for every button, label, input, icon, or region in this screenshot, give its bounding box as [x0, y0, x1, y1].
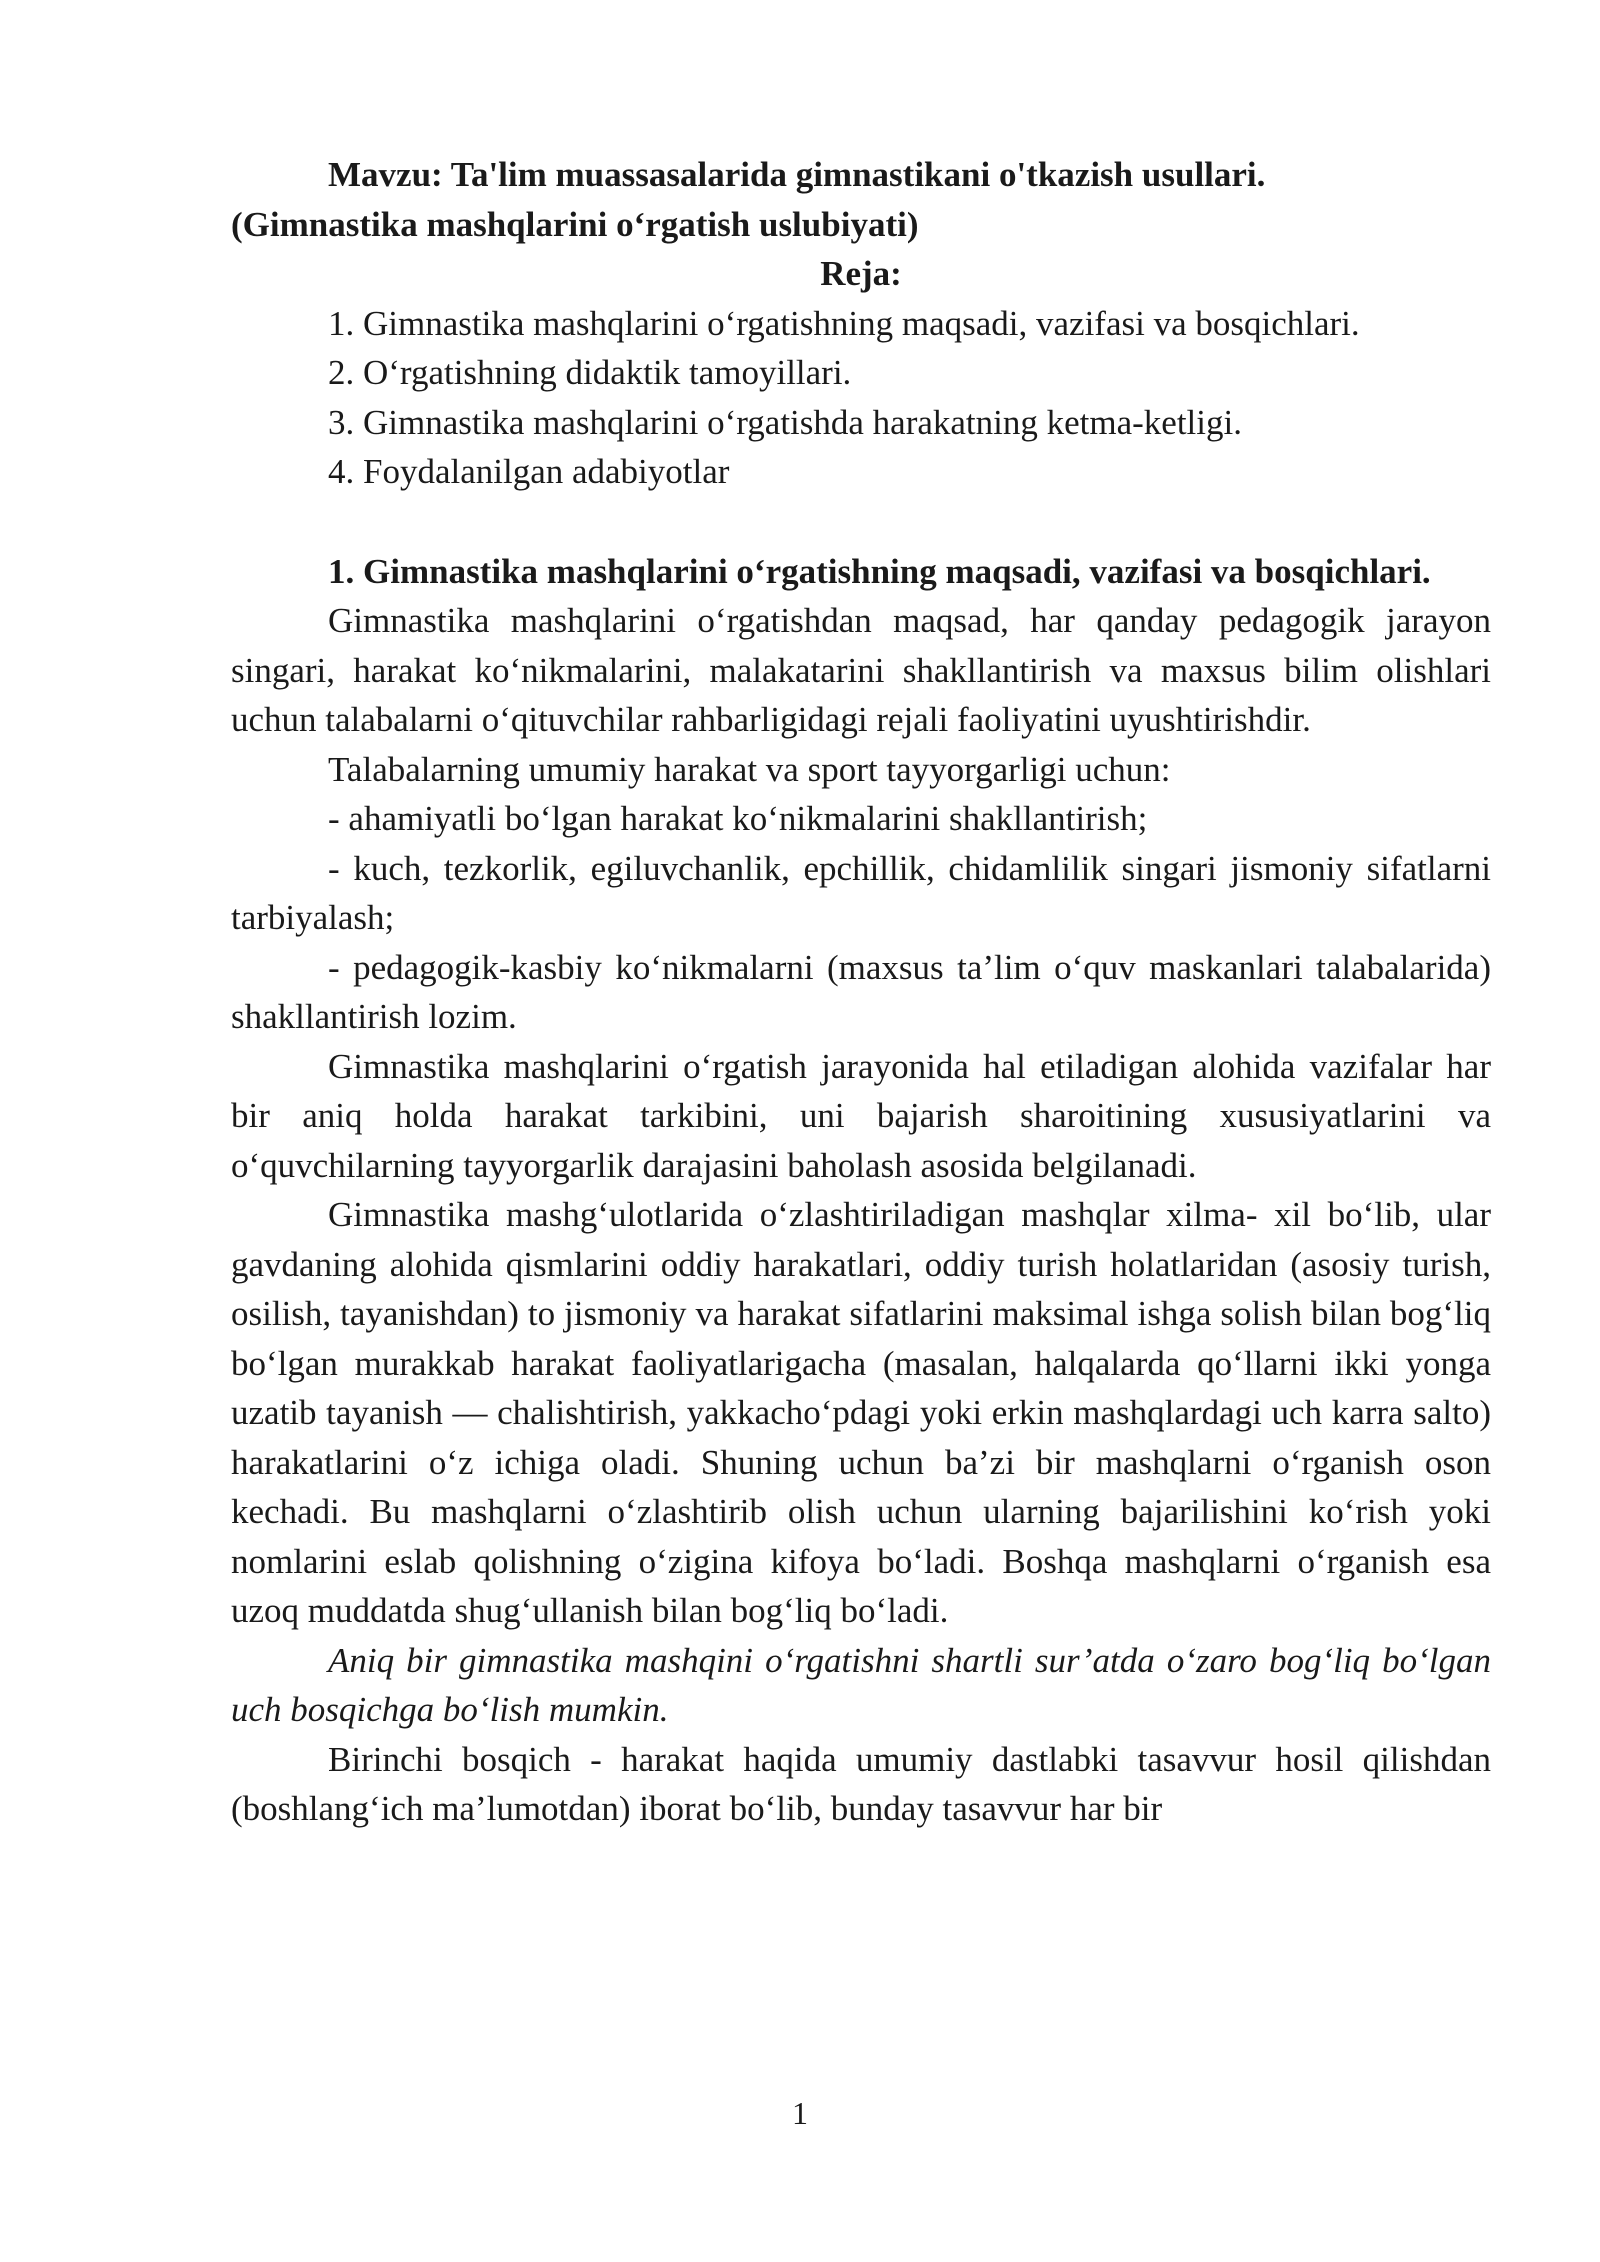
plan-item: 2. O‘rgatishning didaktik tamoyillari.	[328, 353, 852, 392]
plan-heading: Reja:	[820, 254, 902, 293]
document-title-line1: Mavzu: Ta'lim muassasalarida gimnastikani o'tkazish usullari.	[328, 155, 1266, 194]
paragraph: Birinchi bosqich - harakat haqida umumiy dastlabki tasavvur hosil qilishdan (boshlang‘ich ma’lumotdan) iborat bo‘lib, bunday tasavvur har bir	[231, 1739, 1491, 1828]
plan-item: 3. Gimnastika mashqlarini o‘rgatishda harakatning ketma-ketligi.	[328, 402, 1242, 442]
document-page	[231, 150, 1491, 1834]
plan-item: 4. Foydalanilgan adabiyotlar	[328, 452, 730, 491]
paragraph: Gimnastika mashqlarini o‘rgatish jarayonida hal etiladigan alohida vazifalar har bir aniq holda harakat tarkibini, uni bajarish sharoitining xususiyatlarini va o‘quvchilarning tayyorgarlik darajasini baholash asosida belgilanadi.	[231, 1046, 1491, 1185]
paragraph: Talabalarning umumiy harakat va sport tayyorgarligi uchun:	[328, 749, 1171, 789]
document-title-line2: (Gimnastika mashqlarini o‘rgatish uslubiyati)	[231, 204, 919, 244]
paragraph: Gimnastika mashg‘ulotlarida o‘zlashtiriladigan mashqlar xilma- xil bo‘lib, ular gavdaning alohida qismlarini oddiy harakatlari, oddiy turish holatlaridan (asosiy turish, osilish, tayanishdan) to jismoniy va harakat sifatlarini maksimal ishga solish bilan bog‘liq bo‘lgan murakkab harakat faoliyatlarigacha (masalan, halqalarda qo‘llarni ikki yonga uzatib tayanish — chalishtirish, yakkacho‘pdagi yoki erkin mashqlardagi uch karra salto) harakatlarini o‘z ichiga oladi. Shuning uchun ba’zi bir mashqlarni o‘rganish oson kechadi. Bu mashqlarni o‘zlashtirib olish uchun ularning bajarilishini ko‘rish yoki nomlarini eslab qolishning o‘zigina kifoya bo‘ladi. Boshqa mashqlarni o‘rganish esa uzoq muddatda shug‘ullanish bilan bog‘liq bo‘ladi.	[231, 1195, 1491, 1630]
section-heading: 1. Gimnastika mashqlarini o‘rgatishning maqsadi, vazifasi va bosqichlari.	[328, 551, 1431, 591]
spacer	[231, 497, 1491, 547]
list-item: - pedagogik-kasbiy ko‘nikmalarni (maxsus ta’lim o‘quv maskanlari talabalarida) shakllantirish lozim.	[231, 947, 1491, 1036]
list-item: - ahamiyatli bo‘lgan harakat ko‘nikmalarini shakllantirish;	[328, 799, 1148, 838]
paragraph: Gimnastika mashqlarini o‘rgatishdan maqsad, har qanday pedagogik jarayon singari, harakat ko‘nikmalarini, malakatarini shakllantirish va maxsus bilim olishlari uchun talabalarni o‘qituvchilar rahbarligidagi rejali faoliyatini uyushtirishdir.	[231, 601, 1491, 739]
plan-item: 1. Gimnastika mashqlarini o‘rgatishning maqsadi, vazifasi va bosqichlari.	[328, 303, 1360, 343]
page-number: 1	[792, 2095, 808, 2131]
italic-paragraph: Aniq bir gimnastika mashqini o‘rgatishni shartli sur’atda o‘zaro bog‘liq bo‘lgan uch bosqichga bo‘lish mumkin.	[231, 1640, 1491, 1729]
list-item: - kuch, tezkorlik, egiluvchanlik, epchillik, chidamlilik singari jismoniy sifatlarni tarbiyalash;	[231, 848, 1491, 937]
